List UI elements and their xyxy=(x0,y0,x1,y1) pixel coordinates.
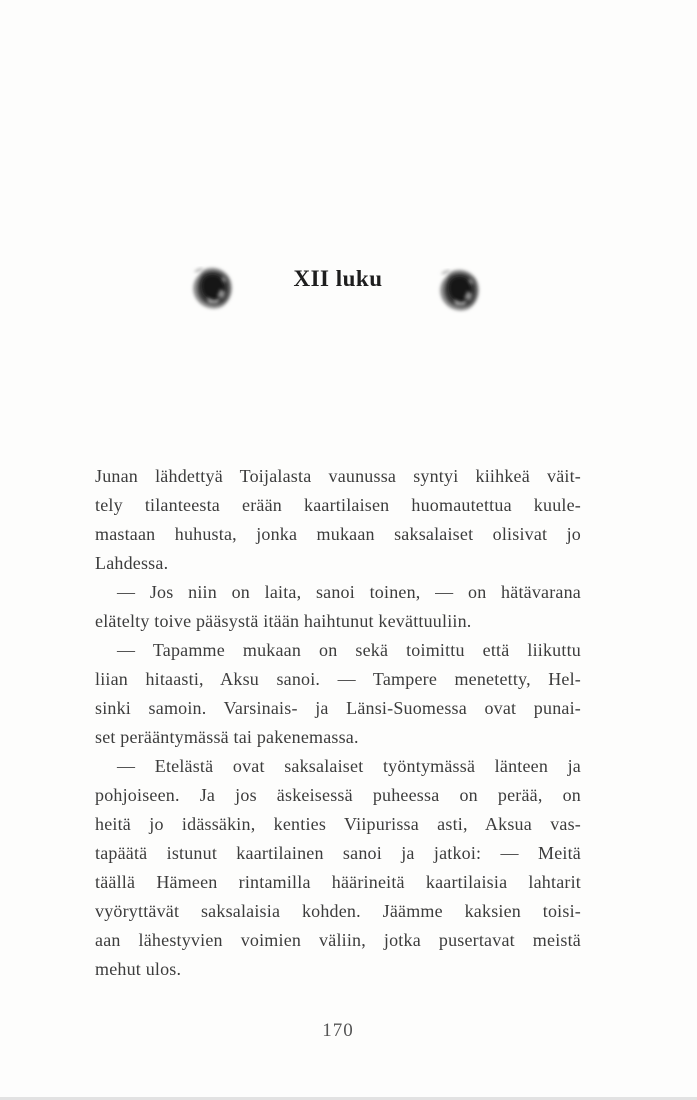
text-line: set perääntymässä tai pakenemassa. xyxy=(95,727,359,747)
text-line: pohjoiseen. Ja jos äskeisessä puheessa on perää, on xyxy=(95,785,581,805)
ink-blot-ornament-right-icon xyxy=(435,262,485,314)
text-line: tapäätä istunut kaartilainen sanoi ja jatkoi: — Meitä xyxy=(95,843,581,863)
text-line: tely tilanteesta erään kaartilaisen huomautettua kuule- xyxy=(95,495,581,515)
text-line: liian hitaasti, Aksu sanoi. — Tampere menetetty, Hel- xyxy=(95,669,581,689)
text-line: heitä jo idässäkin, kenties Viipurissa asti, Aksua vas- xyxy=(95,814,581,834)
body-text xyxy=(95,462,581,984)
text-line: vyöryttävät saksalaisia kohden. Jäämme kaksien toisi- xyxy=(95,901,581,921)
text-line: elätelty toive pääsystä itään haihtunut kevättuuliin. xyxy=(95,611,472,631)
text-line: — Jos niin on laita, sanoi toinen, — on hätävarana xyxy=(117,582,581,602)
text-line: — Tapamme mukaan on sekä toimittu että liikuttu xyxy=(117,640,581,660)
text-line: — Etelästä ovat saksalaiset työntymässä länteen ja xyxy=(117,756,581,776)
text-line: sinki samoin. Varsinais- ja Länsi-Suomessa ovat punai- xyxy=(95,698,581,718)
chapter-title: XII luku xyxy=(293,266,383,291)
text-line: täällä Hämeen rintamilla häärineitä kaartilaisia lahtarit xyxy=(95,872,581,892)
text-line: mehut ulos. xyxy=(95,959,182,979)
text-line: aan lähestyvien voimien väliin, jotka pusertavat meistä xyxy=(95,930,581,950)
text-line: Junan lähdettyä Toijalasta vaunussa syntyi kiihkeä väit- xyxy=(95,466,581,486)
page-number: 170 xyxy=(322,1020,354,1041)
text-line: Lahdessa. xyxy=(95,553,169,573)
text-line: mastaan huhusta, jonka mukaan saksalaiset olisivat jo xyxy=(95,524,581,544)
